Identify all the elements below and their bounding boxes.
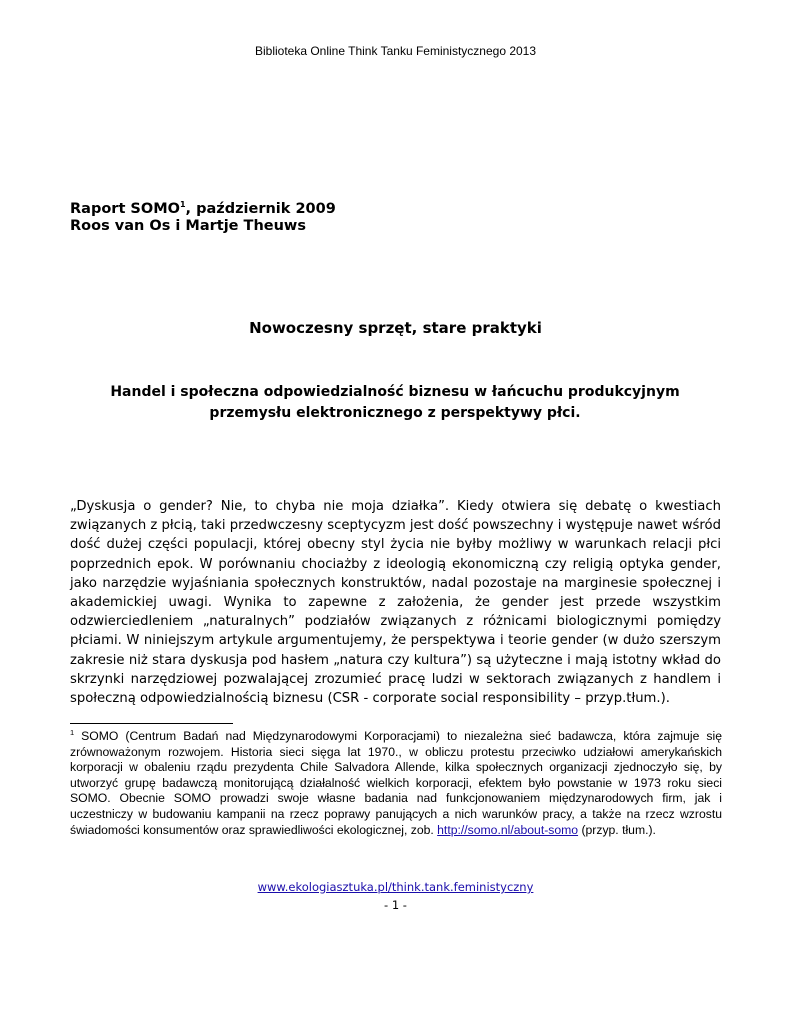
body-paragraph: „Dyskusja o gender? Nie, to chyba nie moja działka”. Kiedy otwiera się debatę o kwestiach związanych z płcią, taki przedwczesny sceptycyzm jest dość powszechny i występuje nawet wśród dość dużej części populacji, której obecny styl życia nie byłby możliwy w warunkach relacji płci poprzednich epok. W porównaniu chociażby z ideologią ekonomiczną czy religią optyka gender, jako narzędzie wyjaśniania społecznych konstruktów, nadal pozostaje na marginesie społecznej i akademickiej uwagi. Wynika to zapewne z założenia, że gender jest przede wszystkim odzwierciedleniem „naturalnych” podziałów związanych z różnicami biologicznymi pomiędzy płciami. W niniejszym artykule argumentujemy, że perspektywa i teorie gender (w dużo szerszym zakresie niż stara dyskusja pod hasłem „natura czy kultura”) są użyteczne i mają istotny wkład do skrzynki narzędziowej pozwalającej zrozumieć pracę ludzi w sektorach związanych z handlem i społeczną odpowiedzialnością biznesu (CSR - corporate social responsibility – przyp.tłum.). bbox=[70, 499, 721, 707]
document-subtitle: Handel i społeczna odpowiedzialność biznesu w łańcuchu produkcyjnym przemysłu elektronicznego z perspektywy płci. bbox=[110, 384, 680, 421]
page-number: - 1 - bbox=[384, 898, 407, 912]
footnote-suffix: (przyp. tłum.). bbox=[578, 822, 656, 837]
footnote-reference[interactable]: 1 bbox=[179, 200, 186, 209]
footnote-text: SOMO (Centrum Badań nad Międzynarodowymi Korporacjami) to niezależna sieć badawcza, która zajmuje się zrównoważonym rozwojem. Historia sieci sięga lat 1970., w obliczu protestu przeciwko udziałowi amerykańskich korporacji w obaleniu rządu prezydenta Chile Salvadora Allende, kilka społecznych organizacji zjednoczyło się, by utworzyć grupę badawczą monitorującą działalność wielkich korporacji, efektem było powstanie w 1973 roku sieci SOMO. Obecnie SOMO prowadzi swoje własne badania nad funkcjonowaniem międzynarodowych firm, jak i uczestniczy w budowaniu kampanii na rzecz poprawy panujących a nich warunków pracy, a także na rzecz wzrostu świadomości konsumentów oraz sprawiedliwości ekologicznej, zob. bbox=[70, 729, 722, 837]
authors: Roos van Os i Martje Theuws bbox=[70, 218, 306, 234]
footnote-divider bbox=[70, 723, 233, 724]
somo-link[interactable]: http://somo.nl/about-somo bbox=[437, 822, 579, 837]
report-prefix: Raport SOMO bbox=[70, 201, 180, 217]
footnote-mark: 1 bbox=[70, 728, 75, 737]
footnote bbox=[70, 725, 722, 838]
report-date: , październik 2009 bbox=[185, 201, 336, 217]
footer-link[interactable]: www.ekologiasztuka.pl/think.tank.feministyczny bbox=[257, 880, 534, 894]
document-title: Nowoczesny sprzęt, stare praktyki bbox=[249, 319, 542, 337]
running-header: Biblioteka Online Think Tanku Feministycznego 2013 bbox=[254, 44, 537, 58]
